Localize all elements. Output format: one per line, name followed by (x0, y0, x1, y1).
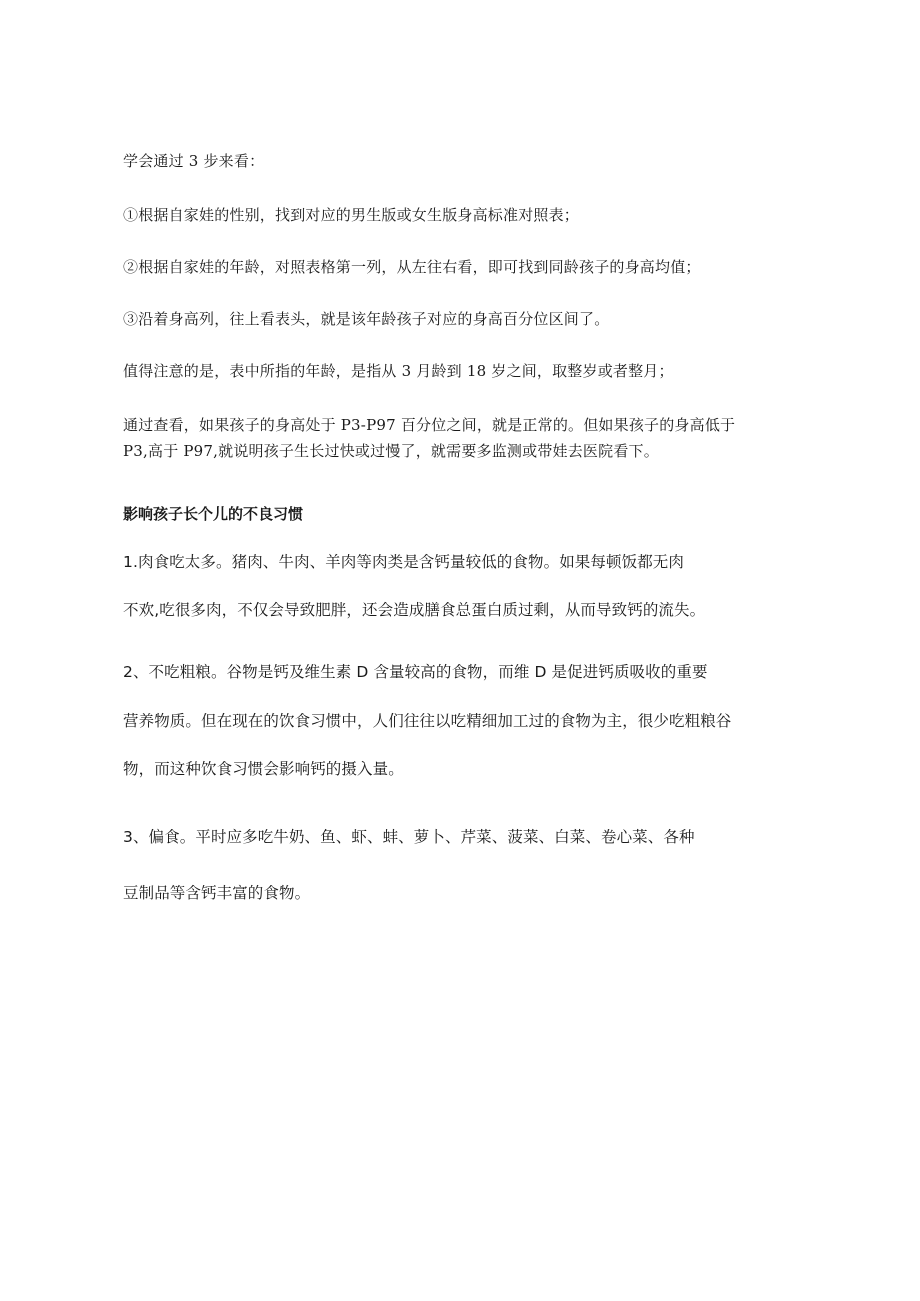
habit-2-line-1: 2、不吃粗粮。谷物是钙及维生素 D 含量较高的食物，而维 D 是促进钙质吸收的重要 (123, 663, 708, 681)
habit-2-line-2: 营养物质。但在现在的饮食习惯中，人们往往以吃精细加工过的食物为主，很少吃粗粮谷 (123, 712, 732, 730)
age-note-text: 值得注意的是，表中所指的年龄，是指从 3 月龄到 18 岁之间，取整岁或者整月； (123, 362, 674, 380)
step-3-text: ③沿着身高列，往上看表头，就是该年龄孩子对应的身高百分位区间了。 (123, 310, 610, 328)
check-text-line-1: 通过查看，如果孩子的身高处于 P3-P97 百分位之间，就是正常的。但如果孩子的身高低于 (123, 416, 736, 434)
habits-heading: 影响孩子长个儿的不良习惯 (123, 505, 304, 523)
habit-3-line-1: 3、偏食。平时应多吃牛奶、鱼、虾、蚌、萝卜、芹菜、菠菜、白菜、卷心菜、各种 (123, 828, 695, 846)
intro-title: 学会通过 3 步来看： (123, 152, 265, 170)
step-2-text: ②根据自家娃的年龄，对照表格第一列，从左往右看，即可找到同龄孩子的身高均值； (123, 258, 701, 276)
habit-1-line-2: 不欢,吃很多肉，不仅会导致肥胖，还会造成膳食总蛋白质过剩，从而导致钙的流失。 (123, 601, 706, 619)
habit-1-line-1: 1.肉食吃太多。猪肉、牛肉、羊肉等肉类是含钙量较低的食物。如果每顿饭都无肉 (123, 553, 684, 571)
habit-2-line-3: 物，而这种饮食习惯会影响钙的摄入量。 (123, 760, 404, 778)
habit-3-line-2: 豆制品等含钙丰富的食物。 (123, 884, 311, 902)
check-text-line-2: P3,高于 P97,就说明孩子生长过快或过慢了，就需要多监测或带娃去医院看下。 (123, 442, 659, 460)
step-1-text: ①根据自家娃的性别，找到对应的男生版或女生版身高标准对照表； (123, 206, 580, 224)
